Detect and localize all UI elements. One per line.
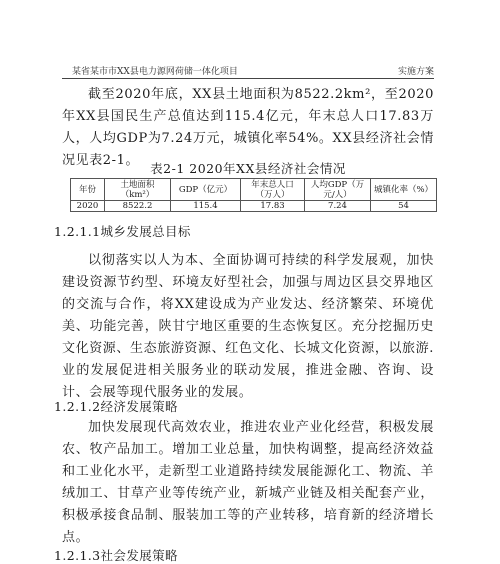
header-divider [62, 78, 434, 79]
table-header-row [71, 179, 437, 201]
section-heading-urban-goal: 1.2.1.1城乡发展总目标 [54, 224, 191, 239]
table-title: 表2-1 2020年XX县经济社会情况 [150, 161, 346, 176]
economic-table [70, 178, 437, 212]
cell-year: 2020 [71, 201, 105, 212]
section-body-urban-goal: 以彻落实以人为本、全面协调可持续的科学发展观，加快建设资源节约型、环境友好型社会，加强与周边区县交界地区的交流与合作，将XX建设成为产业发达、经济繁荣、环境优美、功能完善，陕甘宁地区重要的生态恢复区。充分挖掘历史文化资源、生态旅游资源、红色文化、长城文化资源，以旅游.业的发展促进相关服务业的联动发展，推进金融、咨询、设计、会展等现代服务业的发展。 [62, 253, 434, 400]
intro-paragraph: 截至2020年底，XX县土地面积为8522.2km²，至2020年XX县国民生产总值达到115.4亿元，年末总人口17.83万人，人均GDP为7.24万元，城镇化率54%。XX县经济社会情况见表2-1。 [62, 87, 434, 168]
cell-population: 17.83 [241, 201, 305, 212]
col-header-urbanization: 城镇化率（%） [371, 179, 437, 201]
col-header-population: 年末总人口（万人） [241, 179, 305, 201]
section-body-economic-strategy: 加快发展现代高效农业，推进农业产业化经营，积极发展农、牧产品加工。增加工业总量，加快构调整，提高经济效益和工业化水平，走新型工业道路持续发展能源化工、物流、羊绒加工、甘草产业等传统产业，新城产业链及相关配套产业，积极承接食品制、服装加工等的产业转移，培育新的经济增长点。 [62, 420, 434, 545]
section-heading-economic-strategy: 1.2.1.2经济发展策略 [54, 399, 178, 414]
col-header-gdp-per-capita: 人均GDP（万元/人） [305, 179, 371, 201]
section-heading-social-strategy: 1.2.1.3社会发展策略 [54, 548, 178, 563]
table-row [71, 201, 437, 212]
header-project-title: 某省某市市XX县电力源网荷储一体化项目 [72, 67, 238, 77]
cell-gdp: 115.4 [171, 201, 241, 212]
col-header-gdp: GDP（亿元） [171, 179, 241, 201]
cell-gdp-per-capita: 7.24 [305, 201, 371, 212]
cell-urbanization: 54 [371, 201, 437, 212]
cell-area: 8522.2 [105, 201, 171, 212]
col-header-year: 年份 [71, 179, 105, 201]
col-header-area: 土地面积（km²） [105, 179, 171, 201]
header-doc-type: 实施方案 [397, 67, 434, 77]
